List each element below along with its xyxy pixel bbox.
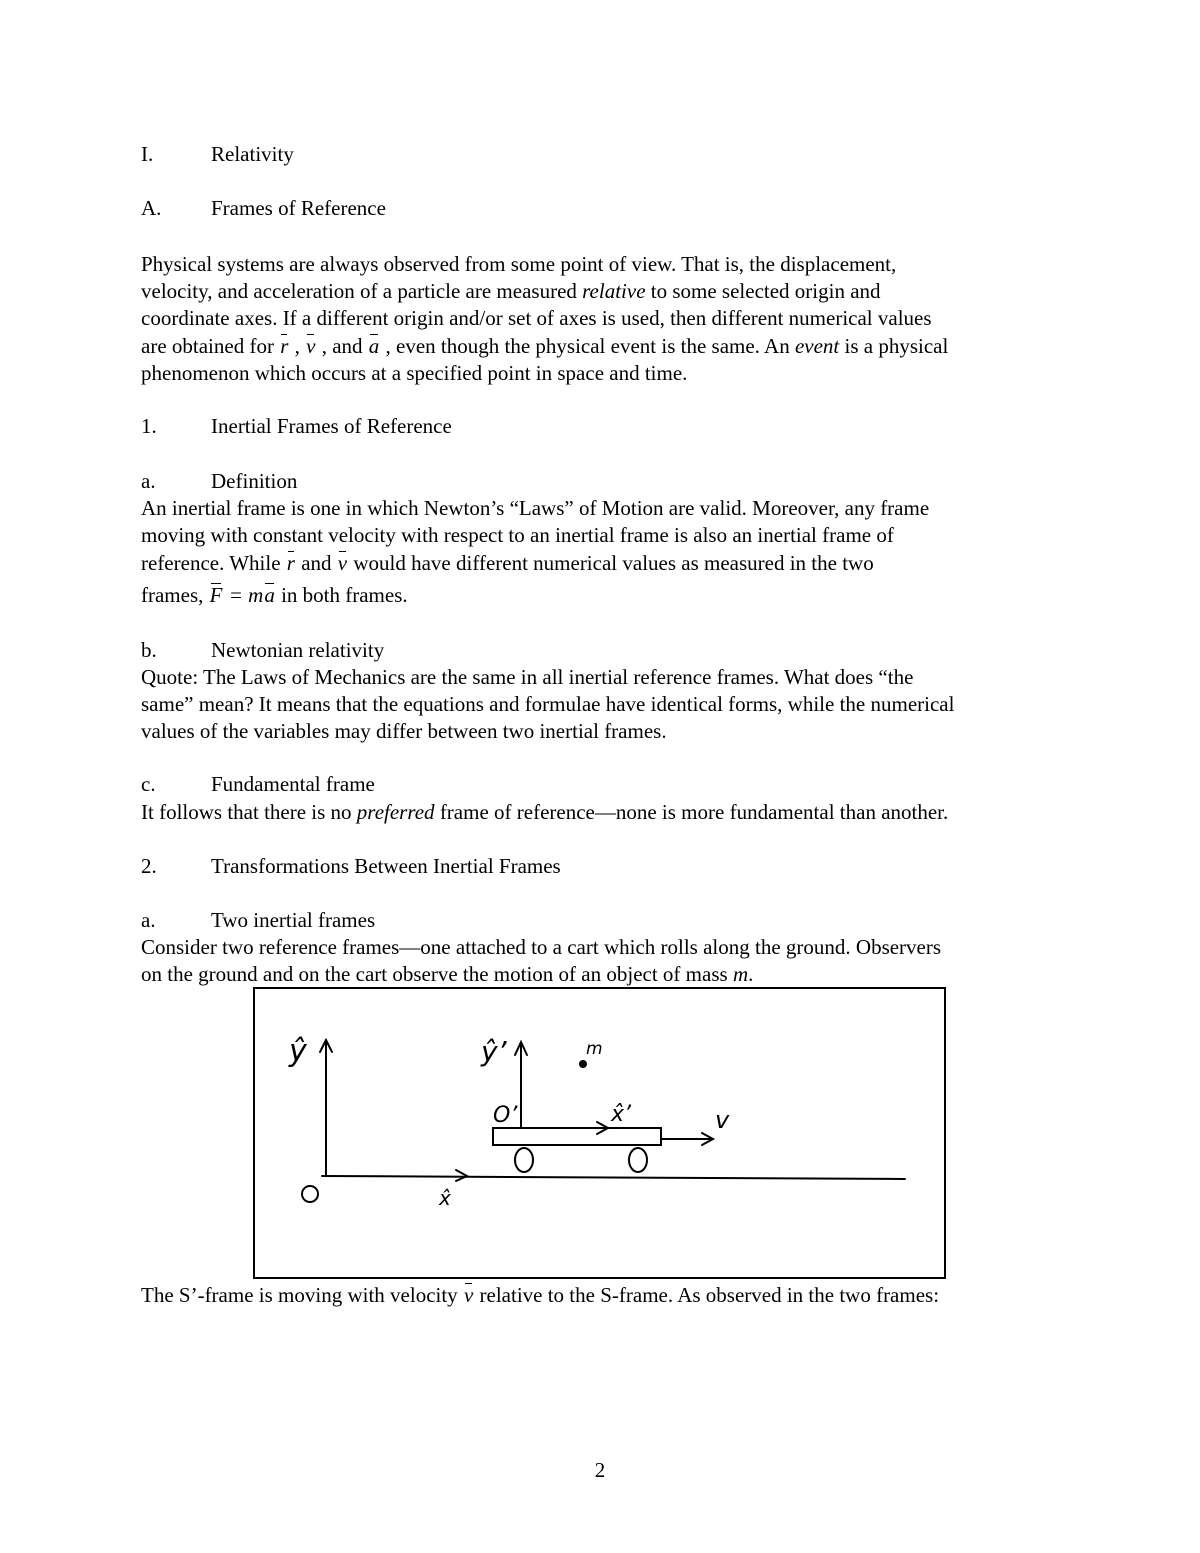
intro-line-2: velocity, and acceleration of a particle are measured relative to some selected origin and <box>141 279 881 303</box>
s1b-line-3: values of the variables may differ between two inertial frames. <box>141 719 667 743</box>
s1b-line-1: Quote: The Laws of Mechanics are the same in all inertial reference frames. What does “the <box>141 665 914 689</box>
section-number: I. <box>141 142 154 166</box>
s1-title: Inertial Frames of Reference <box>211 414 452 438</box>
section-title: Relativity <box>211 142 294 166</box>
s2a-line-1: Consider two reference frames—one attached to a cart which rolls along the ground. Observers <box>141 935 942 959</box>
s1c-title: Fundamental frame <box>211 772 375 796</box>
s-y-label: ŷ <box>289 1034 307 1069</box>
s1-number: 1. <box>141 414 157 438</box>
vector-F: F <box>209 583 223 607</box>
x-label: x̂ <box>439 1186 451 1210</box>
intro-line-5: phenomenon which occurs at a specified point in space and time. <box>141 361 688 385</box>
subsection-number: A. <box>141 196 162 220</box>
s-x-arrowhead <box>456 1170 467 1181</box>
cart-wheel-right <box>629 1148 647 1172</box>
cart-wheel-left <box>515 1148 533 1172</box>
s1a-title: Definition <box>211 469 298 493</box>
s1c-number: c. <box>141 772 156 796</box>
velocity-label: v <box>715 1106 730 1134</box>
subsection-title: Frames of Reference <box>211 196 386 220</box>
s2-number: 2. <box>141 854 157 878</box>
origin-circle <box>302 1186 318 1202</box>
x-prime-label: x̂’ <box>611 1102 632 1127</box>
vector-v: v <box>337 551 348 575</box>
s2a-title: Two inertial frames <box>211 908 376 932</box>
intro-line-4: are obtained for r , v , and a , even though the physical event is the same. An event is a physical <box>141 334 949 358</box>
vector-a: a <box>368 334 380 358</box>
s2a-line-2: on the ground and on the cart observe the motion of an object of mass m. <box>141 962 754 986</box>
vector-r: r <box>286 551 295 575</box>
s1b-line-2: same” mean? It means that the equations and formulae have identical forms, while the numerical <box>141 692 955 716</box>
cart-frames-diagram <box>255 989 944 1277</box>
vector-v: v <box>463 1283 474 1307</box>
s1a-line-1: An inertial frame is one in which Newton’s “Laws” of Motion are valid. Moreover, any frame <box>141 496 930 520</box>
s-prime-y-label: ŷ’ <box>481 1035 507 1068</box>
mass-dot <box>579 1060 587 1068</box>
s1a-line-4: frames, F = ma in both frames. <box>141 583 408 607</box>
s1a-line-2: moving with constant velocity with respect to an inertial frame is also an inertial frame of <box>141 523 894 547</box>
closing-line: The S’-frame is moving with velocity v relative to the S-frame. As observed in the two frames: <box>141 1283 940 1307</box>
s1c-line-1: It follows that there is no preferred frame of reference—none is more fundamental than another. <box>141 800 949 824</box>
s2a-number: a. <box>141 908 156 932</box>
s1a-line-3: reference. While r and v would have different numerical values as measured in the two <box>141 551 874 575</box>
cart-body <box>493 1128 661 1145</box>
s1a-number: a. <box>141 469 156 493</box>
intro-line-1: Physical systems are always observed from some point of view. That is, the displacement, <box>141 252 897 276</box>
page-number: 2 <box>594 1458 606 1482</box>
cart-frames-figure <box>253 987 946 1279</box>
vector-r: r <box>280 334 289 358</box>
intro-line-3: coordinate axes. If a different origin and/or set of axes is used, then different numerical values <box>141 306 932 330</box>
vector-v: v <box>306 334 316 358</box>
s1b-number: b. <box>141 638 157 662</box>
s2-title: Transformations Between Inertial Frames <box>211 854 561 878</box>
mass-label: m <box>586 1039 603 1059</box>
ground-line <box>322 1176 905 1179</box>
vector-a: a <box>264 583 275 607</box>
s1b-title: Newtonian relativity <box>211 638 385 662</box>
origin-prime-label: O’ <box>493 1103 518 1128</box>
